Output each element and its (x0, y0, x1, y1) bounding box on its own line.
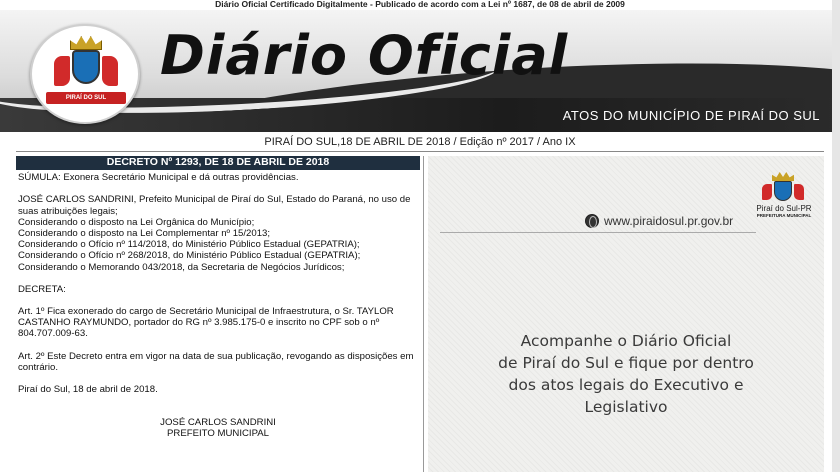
promo-text (452, 330, 800, 418)
crest-shield-icon (72, 50, 100, 84)
globe-icon (585, 214, 599, 228)
column-divider (423, 156, 424, 472)
decree-article-1: Art. 1º Fica exonerado do cargo de Secretário Municipal de Infraestrutura, o Sr. TAYLOR CASTANHO RAYMUNDO, portador do RG nº 3.985.175-0 e inscrito no CPF sob o nº 804.707.009-63. (18, 306, 394, 340)
masthead (0, 10, 840, 132)
crest-flag-left-icon (54, 56, 70, 86)
promo-line: Acompanhe o Diário Oficial (520, 332, 732, 350)
website-link[interactable]: www.piraidosul.pr.gov.br (604, 214, 734, 228)
decree-decreta: DECRETA: (18, 283, 66, 295)
decree-intro: JOSÉ CARLOS SANDRINI, Prefeito Municipal de Piraí do Sul, Estado do Paraná, no uso de suas atribuições legais; (18, 194, 411, 217)
decree-article-2: Art. 2º Este Decreto entra em vigor na data de sua publicação, revogando as disposições em contrário. (18, 350, 414, 373)
publication-title: Diário Oficial (160, 24, 569, 87)
edition-line: PIRAÍ DO SUL,18 DE ABRIL DE 2018 / Edição nº 2017 / Ano IX (264, 136, 576, 148)
municipal-crest-logo (30, 24, 140, 124)
decree-place-date: Piraí do Sul, 18 de abril de 2018. (18, 384, 158, 396)
publication-subtitle: ATOS DO MUNICÍPIO DE PIRAÍ DO SUL (562, 108, 820, 123)
logo-shield-icon (774, 181, 792, 201)
logo-name: Piraí do Sul-PR (756, 204, 812, 213)
signer-title: PREFEITO MUNICIPAL (167, 428, 269, 440)
decree-considerando: Considerando o disposto na Lei Complementar nº 15/2013; (18, 228, 271, 240)
divider (16, 151, 824, 152)
certification-notice: Diário Oficial Certificado Digitalmente - Publicado de acordo com a Lei nº 1687, de 08 de abril de 2009 (215, 0, 625, 9)
signer-name: JOSÉ CARLOS SANDRINI (160, 417, 276, 429)
decree-considerando: Considerando o Memorando 043/2018, da Secretaria de Negócios Jurídicos; (18, 261, 345, 273)
logo-crown-icon (772, 172, 794, 181)
promo-column (428, 156, 824, 472)
crest-crown-icon (70, 36, 102, 50)
prefeitura-logo (754, 170, 814, 218)
logo-flag-left-icon (762, 184, 772, 200)
promo-line: dos atos legais do Executivo e (508, 376, 744, 394)
logo-subtitle: PREFEITURA MUNICIPAL (756, 213, 812, 218)
promo-line: Legislativo (584, 398, 668, 416)
decree-sumula: SÚMULA: Exonera Secretário Municipal e dá outras providências. (18, 172, 299, 184)
decree-column (16, 156, 420, 472)
crest-ribbon: PIRAÍ DO SUL (46, 92, 126, 104)
promo-line: de Piraí do Sul e fique por dentro (498, 354, 754, 372)
divider (440, 232, 756, 233)
scrollbar[interactable] (832, 0, 840, 472)
decree-considerando: Considerando o Ofício nº 268/2018, do Ministério Público Estadual (GEPATRIA); (18, 250, 361, 262)
logo-flag-right-icon (794, 184, 804, 200)
decree-heading: DECRETO Nº 1293, DE 18 DE ABRIL DE 2018 (16, 156, 420, 170)
decree-considerando: Considerando o disposto na Lei Orgânica do Município; (18, 216, 255, 228)
decree-considerando: Considerando o Ofício nº 114/2018, do Ministério Público Estadual (GEPATRIA); (18, 239, 360, 251)
crest-flag-right-icon (102, 56, 118, 86)
